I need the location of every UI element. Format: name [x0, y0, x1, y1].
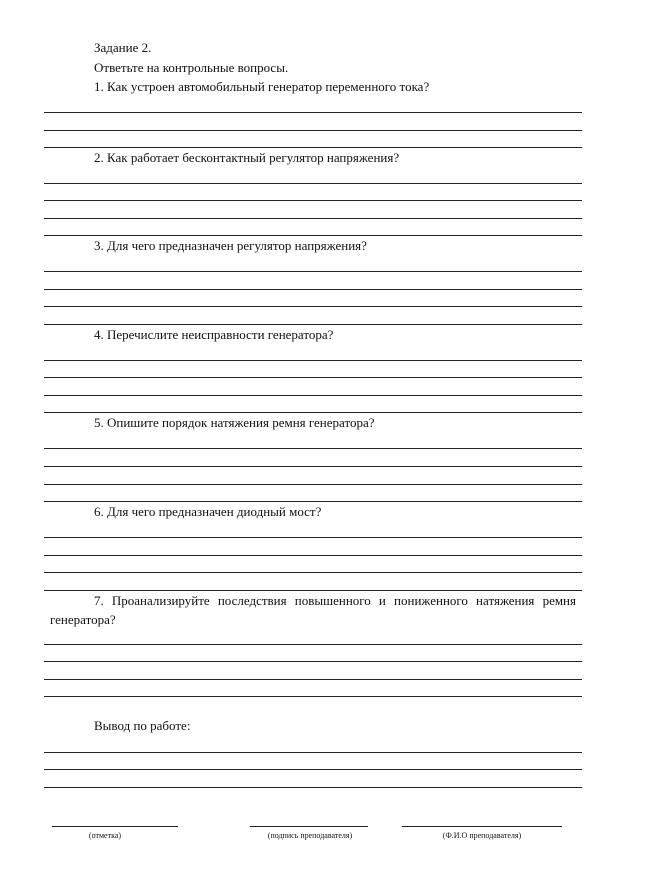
teacher-name-line[interactable]	[402, 826, 562, 827]
mark-caption: (отметка)	[88, 831, 122, 840]
answer-line[interactable]	[44, 555, 582, 556]
question-2: 2. Как работает бесконтактный регулятор напряжения?	[94, 150, 400, 165]
teacher-signature-caption: (подпись преподавателя)	[267, 831, 353, 840]
answer-line[interactable]	[44, 130, 582, 131]
answer-line[interactable]	[44, 112, 582, 113]
answer-line[interactable]	[44, 448, 582, 449]
answer-line[interactable]	[44, 661, 582, 662]
answer-line[interactable]	[44, 501, 582, 502]
task-title: Задание 2.	[94, 40, 152, 55]
answer-line[interactable]	[44, 377, 582, 378]
conclusion-label: Вывод по работе:	[94, 718, 191, 733]
task-instruction: Ответьте на контрольные вопросы.	[94, 60, 289, 75]
question-6: 6. Для чего предназначен диодный мост?	[94, 504, 322, 519]
answer-line[interactable]	[44, 752, 582, 753]
answer-line[interactable]	[44, 572, 582, 573]
question-7: 7. Проанализируйте последствия повышенного и пониженного натяжения ремня генератора?	[50, 593, 576, 627]
question-5: 5. Опишите порядок натяжения ремня генератора?	[94, 415, 375, 430]
question-3: 3. Для чего предназначен регулятор напряжения?	[94, 238, 367, 253]
answer-line[interactable]	[44, 484, 582, 485]
teacher-signature-line[interactable]	[250, 826, 368, 827]
answer-line[interactable]	[44, 537, 582, 538]
answer-line[interactable]	[44, 306, 582, 307]
answer-line[interactable]	[44, 147, 582, 148]
answer-line[interactable]	[44, 466, 582, 467]
answer-line[interactable]	[44, 787, 582, 788]
answer-line[interactable]	[44, 200, 582, 201]
answer-line[interactable]	[44, 679, 582, 680]
teacher-name-caption: (Ф.И.О преподавателя)	[442, 831, 522, 840]
mark-signature-line[interactable]	[52, 826, 178, 827]
answer-line[interactable]	[44, 769, 582, 770]
answer-line[interactable]	[44, 644, 582, 645]
question-4: 4. Перечислите неисправности генератора?	[94, 327, 334, 342]
answer-line[interactable]	[44, 235, 582, 236]
answer-line[interactable]	[44, 395, 582, 396]
answer-line[interactable]	[44, 324, 582, 325]
answer-line[interactable]	[44, 696, 582, 697]
answer-line[interactable]	[44, 271, 582, 272]
answer-line[interactable]	[44, 360, 582, 361]
answer-line[interactable]	[44, 412, 582, 413]
answer-line[interactable]	[44, 218, 582, 219]
answer-line[interactable]	[44, 183, 582, 184]
answer-line[interactable]	[44, 289, 582, 290]
question-1: 1. Как устроен автомобильный генератор переменного тока?	[94, 79, 430, 94]
